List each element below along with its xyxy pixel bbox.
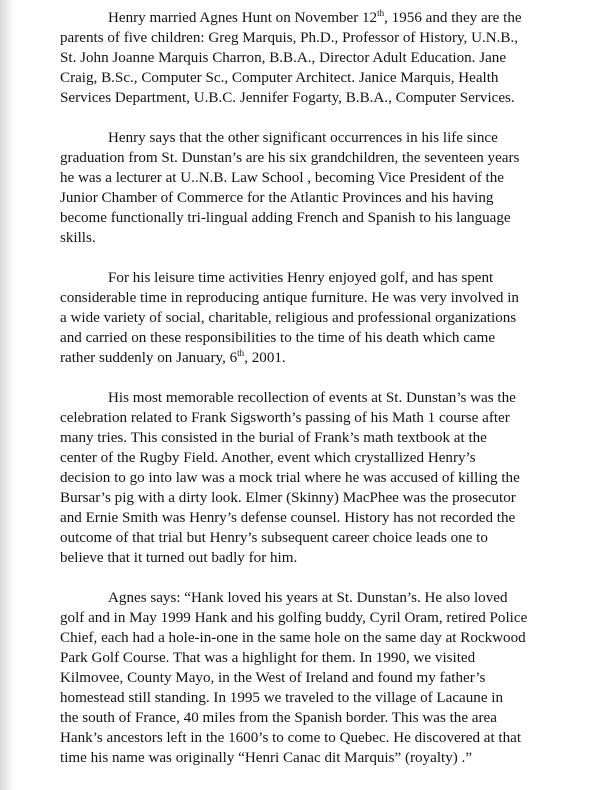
text-line <box>60 48 590 68</box>
text-segment: become functionally tri-lingual adding French and Spanish to his language <box>60 210 511 226</box>
text-line <box>60 708 590 728</box>
text-segment: the south of France, 40 miles from the Spanish border. This was the area <box>60 710 497 726</box>
paragraph <box>60 128 590 248</box>
text-segment: Bursar’s pig with a dirty look. Elmer (Skinny) MacPhee was the prosecutor <box>60 490 516 506</box>
text-line <box>60 68 590 88</box>
text-line <box>60 608 590 628</box>
text-segment: many tries. This consisted in the burial of Frank’s math textbook at the <box>60 430 487 446</box>
paragraph <box>60 388 590 568</box>
text-line <box>60 688 590 708</box>
text-segment: Agnes says: “Hank loved his years at St. Dunstan’s. He also loved <box>108 590 508 606</box>
text-segment: a wide variety of social, charitable, religious and professional organizations <box>60 310 517 326</box>
text-line <box>60 128 590 148</box>
text-segment: parents of five children: Greg Marquis, Ph.D., Professor of History, U.N.B., <box>60 30 519 46</box>
text-segment: Craig, B.Sc., Computer Sc., Computer Architect. Janice Marquis, Health <box>60 70 499 86</box>
text-line <box>60 208 590 228</box>
text-segment: considerable time in reproducing antique furniture. He was very involved in <box>60 290 519 306</box>
text-segment: graduation from St. Dunstan’s are his six grandchildren, the seventeen years <box>60 150 520 166</box>
text-line <box>60 748 590 768</box>
text-segment: Kilmovee, County Mayo, in the West of Ireland and found my father’s <box>60 670 486 686</box>
text-segment: golf and in May 1999 Hank and his golfing buddy, Cyril Oram, retired Police <box>60 610 528 626</box>
text-segment: outcome of that trial but Henry’s subsequent career choice leads one to <box>60 530 488 546</box>
text-line <box>60 388 590 408</box>
text-segment: and carried on these responsibilities to the time of his death which came <box>60 330 496 346</box>
superscript: th <box>237 347 245 358</box>
text-segment: St. John Joanne Marquis Charron, B.B.A., Director Adult Education. Jane <box>60 50 507 66</box>
text-line <box>60 488 590 508</box>
text-segment: rather suddenly on January, 6 <box>60 350 238 366</box>
text-line <box>60 28 590 48</box>
text-segment: , 2001. <box>244 350 286 366</box>
text-line <box>60 528 590 548</box>
text-line <box>60 188 590 208</box>
text-segment: he was a lecturer at U..N.B. Law School , becoming Vice President of the <box>60 170 504 186</box>
text-line <box>60 88 590 108</box>
text-segment: and Ernie Smith was Henry’s defense counsel. History has not recorded the <box>60 510 516 526</box>
text-segment: Hank’s ancestors left in the 1600’s to come to Quebec. He discovered at that <box>60 730 522 746</box>
text-line <box>60 268 590 288</box>
text-line <box>60 428 590 448</box>
text-line <box>60 648 590 668</box>
text-segment: celebration related to Frank Sigsworth’s passing of his Math 1 course after <box>60 410 510 426</box>
text-line <box>60 588 590 608</box>
text-segment: Services Department, U.B.C. Jennifer Fogarty, B.B.A., Computer Services. <box>60 90 515 106</box>
text-line <box>60 548 590 568</box>
text-line <box>60 8 590 28</box>
text-line <box>60 448 590 468</box>
text-segment: believe that it turned out badly for him. <box>60 550 298 566</box>
text-line <box>60 668 590 688</box>
text-line <box>60 168 590 188</box>
text-segment: homestead still standing. In 1995 we traveled to the village of Lacaune in <box>60 690 504 706</box>
text-line <box>60 728 590 748</box>
text-segment: Junior Chamber of Commerce for the Atlantic Provinces and his having <box>60 190 494 206</box>
text-segment: His most memorable recollection of events at St. Dunstan’s was the <box>108 390 516 406</box>
text-segment: Chief, each had a hole-in-one in the same hole on the same day at Rockwood <box>60 630 526 646</box>
text-line <box>60 288 590 308</box>
text-line <box>60 408 590 428</box>
text-segment: Henry married Agnes Hunt on November 12 <box>108 10 378 26</box>
text-line <box>60 308 590 328</box>
text-line <box>60 148 590 168</box>
text-segment: , 1956 and they are the <box>384 10 522 26</box>
paragraph <box>60 8 590 108</box>
text-segment: decision to go into law was a mock trial where he was accused of killing the <box>60 470 520 486</box>
text-segment: For his leisure time activities Henry enjoyed golf, and has spent <box>108 270 494 286</box>
text-segment: center of the Rugby Field. Another, event which crystallized Henry’s <box>60 450 476 466</box>
text-line <box>60 348 590 368</box>
paragraph <box>60 268 590 368</box>
text-segment: Henry says that the other significant occurrences in his life since <box>108 130 498 146</box>
text-segment: skills. <box>60 230 96 246</box>
text-line <box>60 628 590 648</box>
text-line <box>60 468 590 488</box>
text-segment: time his name was originally “Henri Canac dit Marquis” (royalty) .” <box>60 750 473 766</box>
text-line <box>60 508 590 528</box>
scan-shadow-edge <box>0 0 14 790</box>
text-line <box>60 228 590 248</box>
text-segment: Park Golf Course. That was a highlight for them. In 1990, we visited <box>60 650 476 666</box>
superscript: th <box>377 7 385 18</box>
document-page <box>60 8 590 788</box>
text-line <box>60 328 590 348</box>
paragraph <box>60 588 590 768</box>
